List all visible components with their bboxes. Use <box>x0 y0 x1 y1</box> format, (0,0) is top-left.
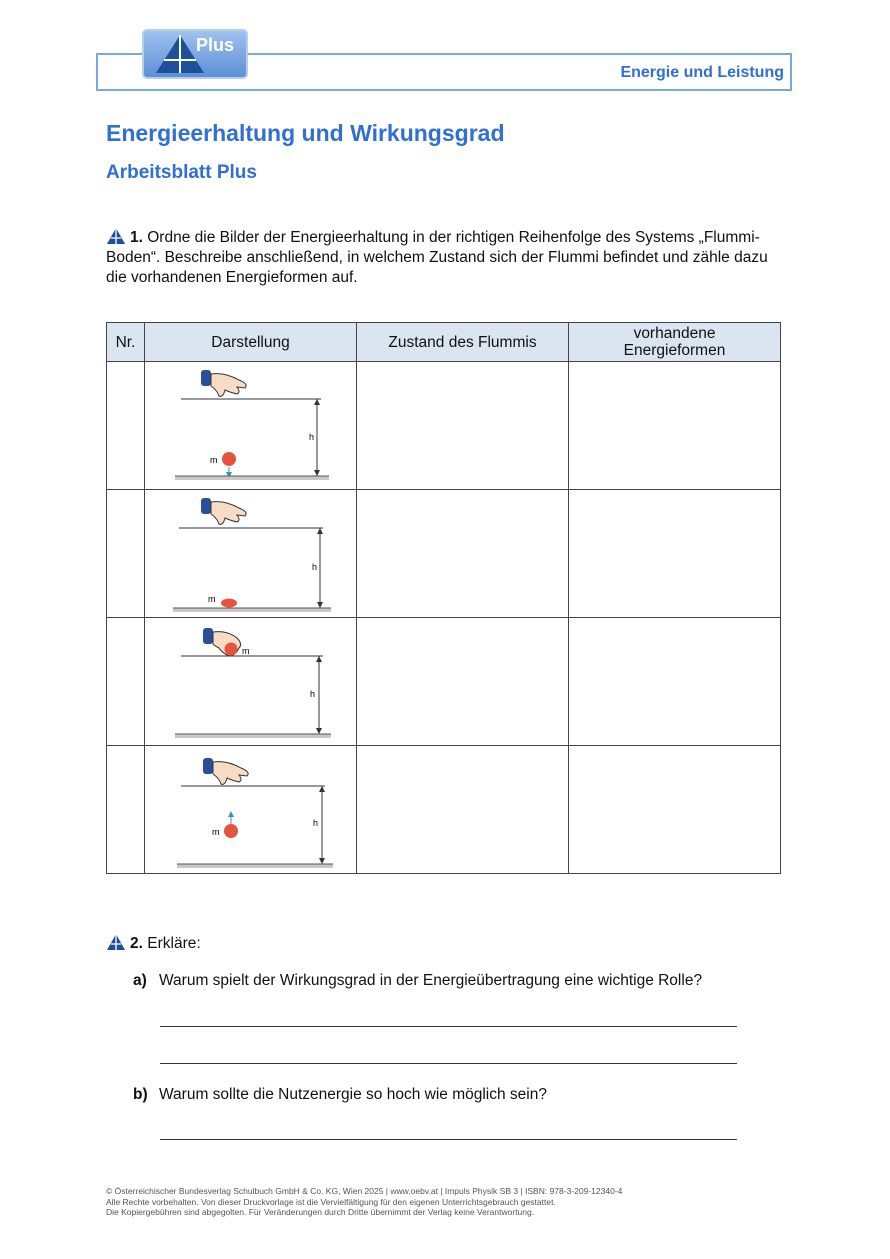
logo-text: Plus <box>196 35 235 55</box>
nr-cell[interactable] <box>107 362 145 490</box>
header-energieformen <box>569 323 781 362</box>
task-2 <box>106 933 786 954</box>
ball-icon <box>224 824 238 838</box>
svg-text:h: h <box>313 818 319 828</box>
question-b <box>133 1086 547 1104</box>
table-row <box>107 362 781 490</box>
question-a <box>133 972 702 990</box>
question-a-label: a) <box>133 972 147 989</box>
task-2-number: 2. <box>130 935 143 952</box>
footer-line-3: Die Kopiergebühren sind abgegolten. Für Veränderungen durch Dritte übernimmt der Verlag keine Verantwortung. <box>106 1207 535 1217</box>
question-b-text: Warum sollte die Nutzenergie so hoch wie möglich sein? <box>159 1086 547 1103</box>
header-zustand: Zustand des Flummis <box>357 323 569 362</box>
zustand-cell[interactable] <box>357 746 569 874</box>
table-row <box>107 490 781 618</box>
energieformen-cell[interactable] <box>569 362 781 490</box>
difficulty-triangle-icon <box>106 933 126 951</box>
flummi-figure-deformed <box>145 490 356 617</box>
figure-cell <box>145 490 357 618</box>
table-header-row <box>107 323 781 362</box>
task-1-text: Ordne die Bilder der Energieerhaltung in der richtigen Reihenfolge des Systems „Flummi-Boden“. Beschreibe anschließend, in welchem Zustand sich der Flummi befindet und zähle dazu die vorhandenen Energieformen auf. <box>106 229 768 286</box>
nr-cell[interactable] <box>107 490 145 618</box>
energieformen-cell[interactable] <box>569 490 781 618</box>
svg-text:m: m <box>242 646 250 656</box>
answer-line-a1[interactable] <box>160 1026 737 1027</box>
ball-icon <box>225 643 238 656</box>
figure-cell <box>145 746 357 874</box>
page-title: Energieerhaltung und Wirkungsgrad <box>106 120 505 146</box>
footer-line-2: Alle Rechte vorbehalten. Von dieser Druckvorlage ist die Vervielfältigung für den eigenen Unterrichtsgebrauch gestattet. <box>106 1196 556 1207</box>
energy-table <box>106 322 781 874</box>
difficulty-triangle-icon <box>106 227 126 245</box>
nr-cell[interactable] <box>107 746 145 874</box>
footer <box>106 1186 806 1218</box>
energieformen-cell[interactable] <box>569 618 781 746</box>
answer-line-a2[interactable] <box>160 1063 737 1064</box>
svg-text:m: m <box>208 594 216 604</box>
ball-icon <box>221 599 237 608</box>
figure-cell <box>145 618 357 746</box>
hand-icon <box>201 498 246 524</box>
topic-label: Energie und Leistung <box>620 64 784 81</box>
arrow-up-icon <box>228 811 234 817</box>
energieformen-cell[interactable] <box>569 746 781 874</box>
svg-text:h: h <box>310 689 316 699</box>
hand-icon <box>203 758 248 784</box>
question-a-text: Warum spielt der Wirkungsgrad in der Energieübertragung eine wichtige Rolle? <box>159 972 703 989</box>
task-1 <box>106 227 786 288</box>
footer-line-1: © Österreichischer Bundesverlag Schulbuch GmbH & Co. KG, Wien 2025 | www.oebv.at | Impuls Physik SB 3 | ISBN: 978-3-209-12340-4 <box>106 1186 623 1196</box>
table-row <box>107 746 781 874</box>
task-1-number: 1. <box>130 229 143 246</box>
ball-icon <box>222 452 236 466</box>
svg-text:m: m <box>212 827 220 837</box>
nr-cell[interactable] <box>107 618 145 746</box>
answer-line-b1[interactable] <box>160 1139 737 1140</box>
task-2-text: Erkläre: <box>147 935 201 952</box>
flummi-figure-rising <box>145 746 356 873</box>
zustand-cell[interactable] <box>357 618 569 746</box>
header-nr: Nr. <box>107 323 145 362</box>
header-darstellung: Darstellung <box>145 323 357 362</box>
zustand-cell[interactable] <box>357 490 569 618</box>
header-energieformen-label: vorhandene Energieformen <box>623 325 726 359</box>
page-subtitle: Arbeitsblatt Plus <box>106 162 257 183</box>
hand-icon <box>201 370 246 396</box>
flummi-figure-falling <box>145 362 356 489</box>
svg-text:h: h <box>309 432 315 442</box>
flummi-figure-held <box>145 618 356 745</box>
svg-text:h: h <box>312 562 318 572</box>
figure-cell <box>145 362 357 490</box>
zustand-cell[interactable] <box>357 362 569 490</box>
question-b-label: b) <box>133 1086 148 1103</box>
svg-text:m: m <box>210 455 218 465</box>
table-row <box>107 618 781 746</box>
